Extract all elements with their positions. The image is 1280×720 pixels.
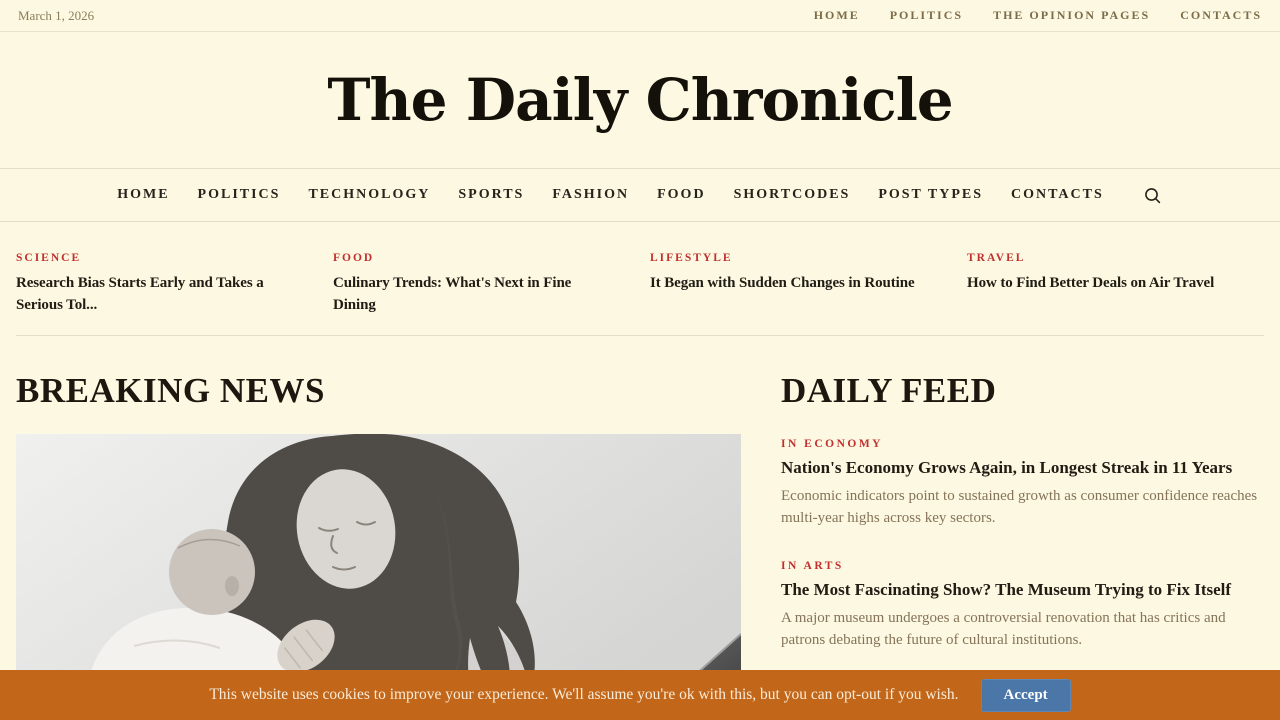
category-link-arts[interactable]: IN ARTS: [781, 559, 844, 572]
topbar-link-politics[interactable]: POLITICS: [889, 8, 964, 22]
masthead: [0, 32, 1280, 168]
nav-item-food[interactable]: FOOD: [657, 187, 706, 202]
featured-story: [650, 248, 947, 317]
featured-story: [967, 248, 1264, 317]
nav-item-technology[interactable]: TECHNOLOGY: [308, 187, 431, 202]
daily-feed-heading: DAILY FEED: [781, 370, 997, 410]
feed-item: [781, 556, 1264, 652]
category-link-travel[interactable]: TRAVEL: [967, 252, 1026, 264]
site-title[interactable]: The Daily Chronicle: [327, 66, 953, 134]
feed-excerpt: Economic indicators point to sustained growth as consumer confidence reaches multi-year highs across key sectors.: [781, 488, 1258, 526]
cookie-banner: [0, 670, 1280, 720]
feed-headline[interactable]: Nation's Economy Grows Again, in Longest Streak in 11 Years: [781, 458, 1233, 477]
accept-cookies-button[interactable]: Accept: [981, 679, 1071, 712]
featured-story: [333, 248, 630, 317]
secondary-nav: [814, 8, 1262, 23]
main-content: [16, 336, 1264, 720]
featured-headline[interactable]: How to Find Better Deals on Air Travel: [967, 275, 1215, 291]
breaking-news-heading: BREAKING NEWS: [16, 370, 325, 410]
category-link-economy[interactable]: IN ECONOMY: [781, 438, 883, 450]
current-date: March 1, 2026: [18, 7, 95, 23]
category-link-science[interactable]: SCIENCE: [16, 252, 82, 264]
daily-feed-section: [781, 372, 1264, 720]
topbar-link-contacts[interactable]: CONTACTS: [1180, 8, 1262, 22]
topbar-link-home[interactable]: HOME: [813, 8, 860, 22]
search-button[interactable]: [1142, 185, 1163, 206]
nav-item-post-types[interactable]: POST TYPES: [878, 187, 984, 202]
nav-item-politics[interactable]: POLITICS: [197, 187, 281, 202]
topbar-link-opinion-pages[interactable]: THE OPINION PAGES: [993, 8, 1151, 22]
search-icon: [1144, 187, 1161, 204]
primary-nav: [0, 168, 1280, 222]
nav-item-sports[interactable]: SPORTS: [458, 187, 525, 202]
cookie-message: This website uses cookies to improve your experience. We'll assume you're ok with this, but you can opt-out if you wish.: [209, 686, 959, 703]
category-link-food[interactable]: FOOD: [333, 252, 375, 264]
feed-item: [781, 434, 1264, 530]
featured-story: [16, 248, 313, 317]
nav-item-shortcodes[interactable]: SHORTCODES: [733, 187, 851, 202]
nav-item-fashion[interactable]: FASHION: [552, 187, 630, 202]
featured-headline[interactable]: Research Bias Starts Early and Takes a Serious Tol...: [16, 275, 264, 313]
category-link-lifestyle[interactable]: LIFESTYLE: [650, 252, 733, 264]
featured-headline[interactable]: It Began with Sudden Changes in Routine: [650, 275, 915, 291]
featured-headline[interactable]: Culinary Trends: What's Next in Fine Dining: [333, 275, 572, 313]
nav-item-home[interactable]: HOME: [117, 187, 170, 202]
nav-item-contacts[interactable]: CONTACTS: [1011, 187, 1104, 202]
feed-headline[interactable]: The Most Fascinating Show? The Museum Trying to Fix Itself: [781, 579, 1232, 599]
breaking-news-section: [16, 372, 741, 720]
top-bar: [0, 0, 1280, 32]
featured-strip: [16, 222, 1264, 336]
feed-excerpt: A major museum undergoes a controversial renovation that has critics and patrons debating the future of cultural institutions.: [781, 610, 1226, 648]
